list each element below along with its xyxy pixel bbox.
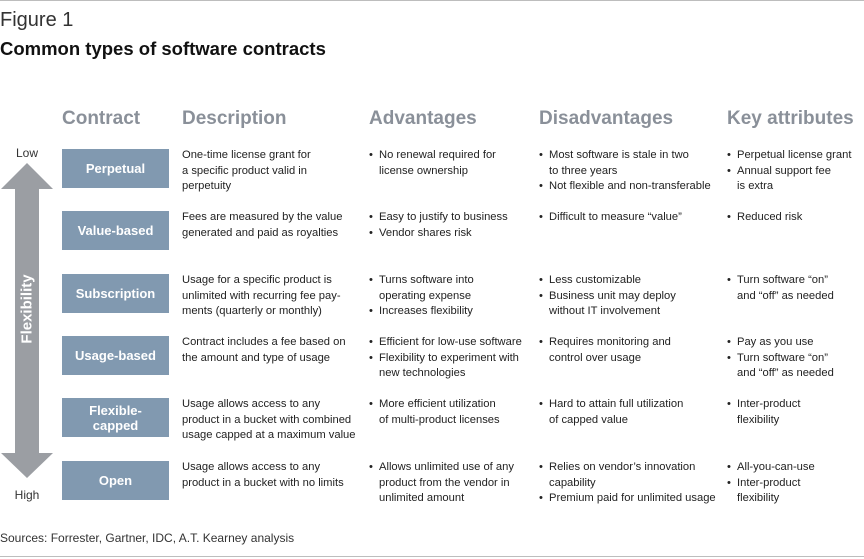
- contract-type-box: [62, 149, 169, 188]
- contract-type-label: Value-based: [77, 223, 154, 238]
- advantages-cell: [369, 273, 474, 320]
- description-cell: Usage for a specific product is unlimited with recurring fee pay- ments (quarterly or monthly): [182, 274, 341, 318]
- disadvantages-list: [539, 148, 711, 195]
- disadvantages-list: [539, 273, 676, 320]
- key-attributes-item: • Inter-product flexibility: [727, 476, 815, 507]
- key-attributes-item: • Perpetual license grant: [727, 148, 851, 164]
- header-disadvantages: Disadvantages: [539, 108, 674, 129]
- advantages-cell: [369, 210, 508, 241]
- key-attributes-cell: [727, 460, 815, 507]
- disadvantages-list: [539, 210, 682, 226]
- disadvantages-item: • Difficult to measure “value”: [539, 210, 682, 226]
- key-attributes-cell: [727, 397, 800, 428]
- advantages-list: [369, 460, 514, 507]
- key-attributes-item: • Turn software “on” and “off” as needed: [727, 273, 834, 304]
- advantages-cell: [369, 460, 514, 507]
- key-attributes-cell: [727, 210, 802, 226]
- contract-type-label: Open: [98, 473, 133, 488]
- contract-type-label: Subscription: [75, 286, 156, 301]
- disadvantages-cell: [539, 210, 682, 226]
- disadvantages-item: • Business unit may deploy without IT involvement: [539, 289, 676, 320]
- advantages-item: • Easy to justify to business: [369, 210, 508, 226]
- disadvantages-item: • Less customizable: [539, 273, 676, 289]
- key-attributes-item: • Inter-product flexibility: [727, 397, 800, 428]
- contract-type-box: [62, 211, 169, 250]
- description-cell: Contract includes a fee based on the amount and type of usage: [182, 336, 346, 364]
- contract-type-label: Usage-based: [75, 348, 156, 363]
- key-attributes-list: [727, 148, 851, 195]
- top-rule: [0, 0, 864, 1]
- advantages-cell: [369, 335, 522, 382]
- advantages-item: • Flexibility to experiment with new technologies: [369, 351, 522, 382]
- advantages-item: • Allows unlimited use of any product from the vendor in unlimited amount: [369, 460, 514, 507]
- key-attributes-list: [727, 460, 815, 507]
- advantages-item: • Efficient for low-use software: [369, 335, 522, 351]
- description-cell: Fees are measured by the value generated and paid as royalties: [182, 211, 343, 239]
- contract-type-box: [62, 398, 169, 437]
- advantages-item: • Turns software into operating expense: [369, 273, 474, 304]
- header-description: Description: [182, 108, 287, 129]
- disadvantages-cell: [539, 460, 716, 507]
- disadvantages-list: [539, 460, 716, 507]
- advantages-list: [369, 335, 522, 382]
- advantages-list: [369, 397, 500, 428]
- key-attributes-list: [727, 210, 802, 226]
- disadvantages-item: • Hard to attain full utilization of capped value: [539, 397, 683, 428]
- disadvantages-cell: [539, 148, 711, 195]
- contract-type-box: [62, 461, 169, 500]
- advantages-cell: [369, 148, 496, 179]
- disadvantages-item: • Most software is stale in two to three years: [539, 148, 711, 179]
- contract-type-box: [62, 274, 169, 313]
- advantages-item: • More efficient utilization of multi-product licenses: [369, 397, 500, 428]
- header-key-attributes: Key attributes: [727, 108, 854, 129]
- disadvantages-cell: [539, 273, 676, 320]
- disadvantages-item: • Premium paid for unlimited usage: [539, 491, 716, 507]
- disadvantages-list: [539, 335, 671, 366]
- source-note: Sources: Forrester, Gartner, IDC, A.T. Kearney analysis: [0, 531, 295, 545]
- disadvantages-item: • Not flexible and non-transferable: [539, 179, 711, 195]
- header-contract: Contract: [62, 108, 141, 129]
- contract-type-label: Flexible- capped: [89, 402, 142, 433]
- description-cell: One-time license grant for a specific product valid in perpetuity: [182, 149, 311, 193]
- key-attributes-list: [727, 273, 834, 304]
- advantages-list: [369, 148, 496, 179]
- advantages-list: [369, 210, 508, 241]
- axis-low-label: Low: [15, 146, 38, 160]
- header-advantages: Advantages: [369, 108, 477, 129]
- key-attributes-item: • Pay as you use: [727, 335, 834, 351]
- key-attributes-cell: [727, 273, 834, 304]
- bottom-rule: [0, 556, 864, 557]
- advantages-cell: [369, 397, 500, 428]
- figure-label: Figure 1: [0, 9, 74, 31]
- contract-type-label: Perpetual: [85, 161, 146, 176]
- key-attributes-item: • Annual support fee is extra: [727, 164, 851, 195]
- key-attributes-list: [727, 335, 834, 382]
- advantages-item: • Vendor shares risk: [369, 226, 508, 242]
- disadvantages-cell: [539, 335, 671, 366]
- key-attributes-item: • All-you-can-use: [727, 460, 815, 476]
- key-attributes-cell: [727, 335, 834, 382]
- key-attributes-item: • Turn software “on” and “off” as needed: [727, 351, 834, 382]
- key-attributes-item: • Reduced risk: [727, 210, 802, 226]
- advantages-item: • Increases flexibility: [369, 304, 474, 320]
- disadvantages-cell: [539, 397, 683, 428]
- contract-type-box: [62, 336, 169, 375]
- advantages-item: • No renewal required for license ownership: [369, 148, 496, 179]
- advantages-list: [369, 273, 474, 320]
- disadvantages-item: • Requires monitoring and control over usage: [539, 335, 671, 366]
- flexibility-axis-label: Flexibility: [18, 274, 36, 344]
- description-cell: Usage allows access to any product in a bucket with combined usage capped at a maximum value: [182, 398, 356, 442]
- key-attributes-list: [727, 397, 800, 428]
- key-attributes-cell: [727, 148, 851, 195]
- axis-high-label: High: [14, 488, 40, 502]
- figure-title: Common types of software contracts: [0, 38, 326, 59]
- description-cell: Usage allows access to any product in a bucket with no limits: [182, 461, 344, 489]
- disadvantages-item: • Relies on vendor’s innovation capability: [539, 460, 716, 491]
- disadvantages-list: [539, 397, 683, 428]
